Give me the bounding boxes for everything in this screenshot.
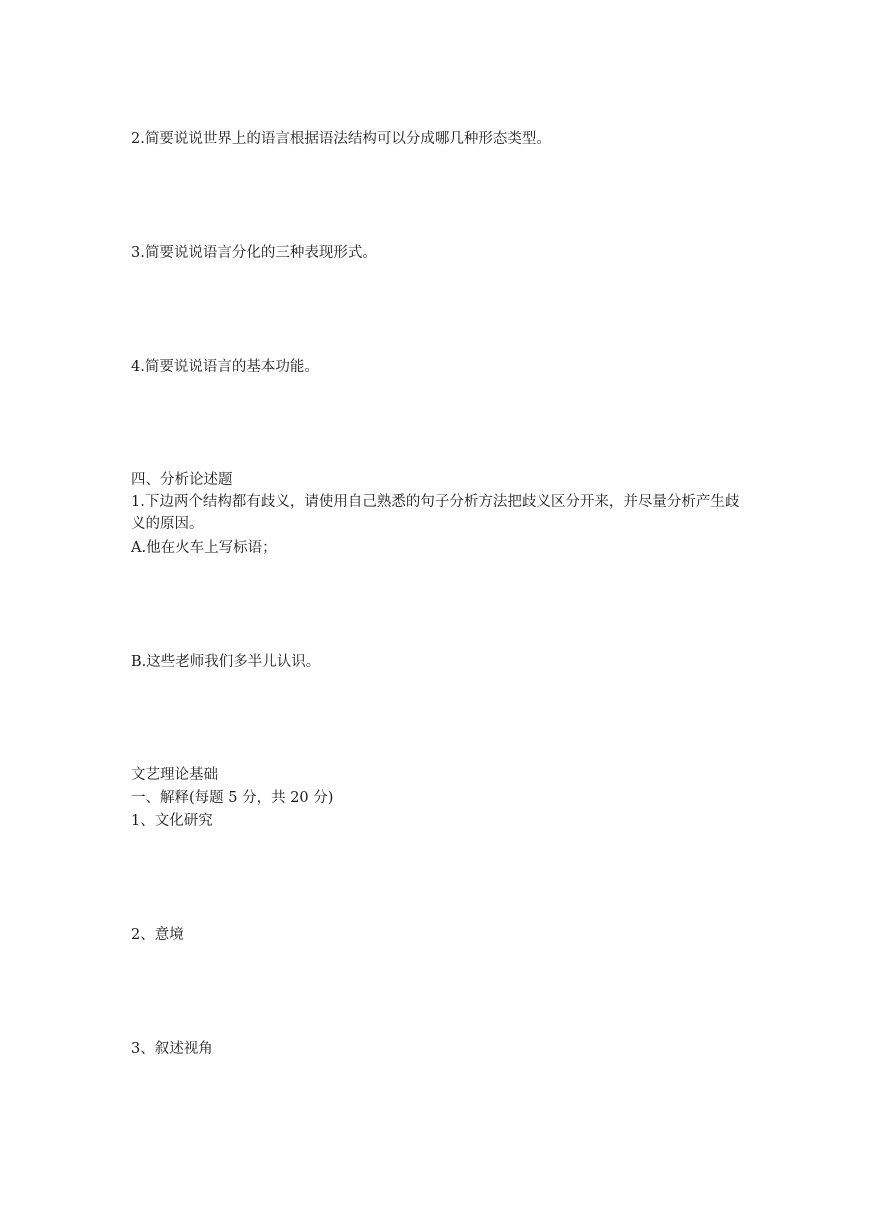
question-4: 4.简要说说语言的基本功能。 <box>131 359 319 375</box>
section-heading-analysis: 四、分析论述题 <box>131 472 233 488</box>
section-heading-definitions: 一、解释(每题 5 分，共 20 分) <box>131 790 334 806</box>
question-2: 2.简要说说世界上的语言根据语法结构可以分成哪几种形态类型。 <box>131 131 551 147</box>
subject-title: 文艺理论基础 <box>131 767 218 783</box>
question-3: 3.简要说说语言分化的三种表现形式。 <box>131 245 377 261</box>
definition-term-2: 2、意境 <box>131 927 184 943</box>
definition-term-3: 3、叙述视角 <box>131 1041 213 1057</box>
analysis-item-a: A.他在火车上写标语； <box>131 540 277 556</box>
analysis-question-1: 1.下边两个结构都有歧义，请使用自己熟悉的句子分析方法把歧义区分开来，并尽量分析产生歧义的原因。 <box>131 494 740 532</box>
definition-term-1: 1、文化研究 <box>131 813 213 829</box>
analysis-item-b: B.这些老师我们多半儿认识。 <box>131 654 321 670</box>
